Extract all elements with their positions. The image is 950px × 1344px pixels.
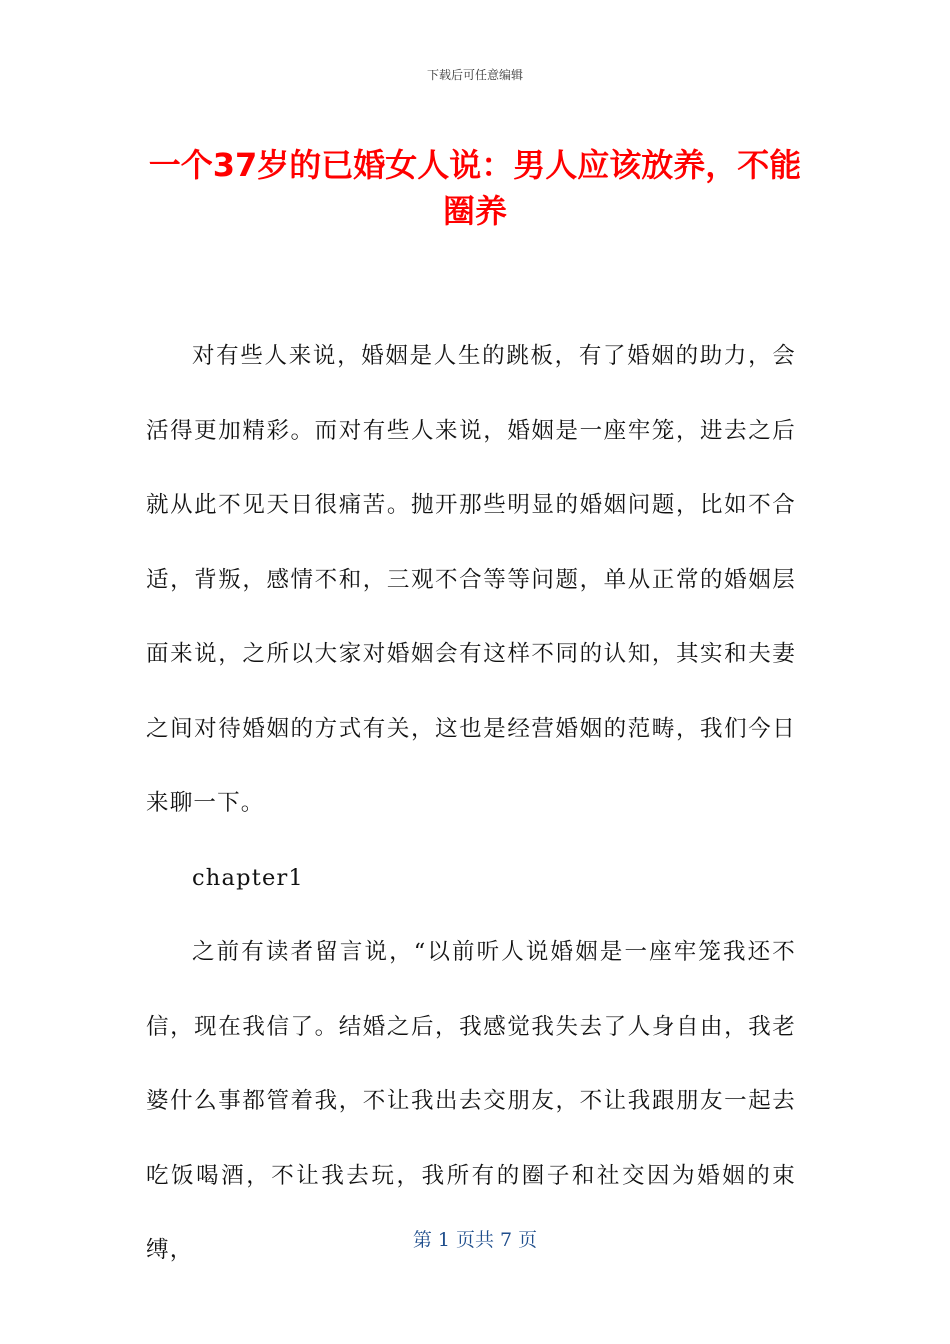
- paragraph-intro: 对有些人来说，婚姻是人生的跳板，有了婚姻的助力，会活得更加精彩。而对有些人来说，婚姻是一座牢笼，进去之后就从此不见天日很痛苦。抛开那些明显的婚姻问题，比如不合适，背叛，感情不和，三观不合等等问题，单从正常的婚姻层面来说，之所以大家对婚姻会有这样不同的认知，其实和夫妻之间对待婚姻的方式有关，这也是经营婚姻的范畴，我们今日来聊一下。: [146, 343, 796, 816]
- page-footer-page-number: 第 1 页共 7 页: [412, 1229, 538, 1251]
- page-header-note: 下载后可任意编辑: [426, 68, 523, 82]
- paragraph-reader-comment: 之前有读者留言说，“以前听人说婚姻是一座牢笼我还不信，现在我信了。结婚之后，我感觉我失去了人身自由，我老婆什么事都管着我，不让我出去交朋友，不让我跟朋友一起去吃饭喝酒，不让我去玩，我所有的圈子和社交因为婚姻的束缚，: [146, 939, 796, 1263]
- document-body: [146, 319, 796, 1288]
- section-heading-chapter1: chapter1: [192, 864, 304, 891]
- document-title: 一个37岁的已婚女人说：男人应该放养，不能圈养: [148, 146, 802, 230]
